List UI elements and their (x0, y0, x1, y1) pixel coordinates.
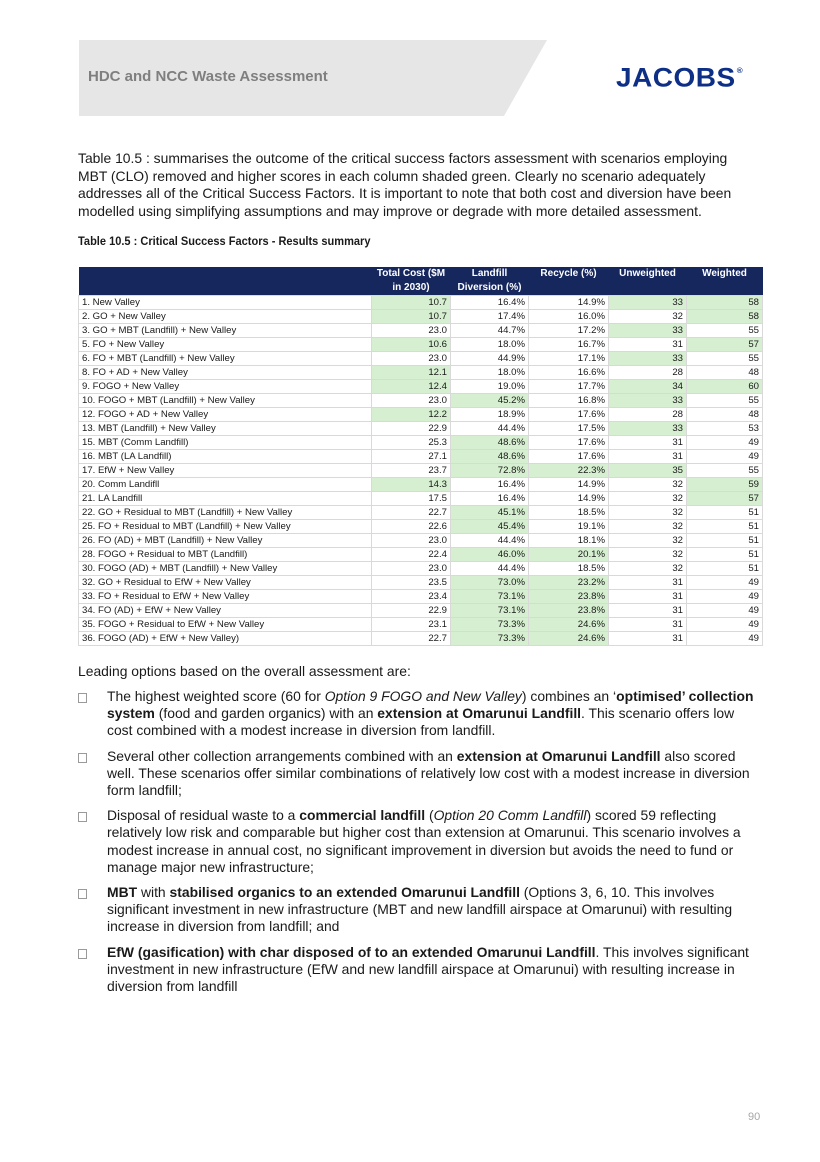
text-run: ( (425, 807, 434, 824)
results-summary-table (78, 267, 763, 646)
cell-landfill-diversion: 44.4% (451, 562, 529, 576)
cell-scenario: 12. FOGO + AD + New Valley (79, 408, 372, 422)
cell-landfill-diversion: 44.4% (451, 422, 529, 436)
cell-recycle: 14.9% (529, 478, 609, 492)
cell-scenario: 32. GO + Residual to EfW + New Valley (79, 576, 372, 590)
cell-unweighted: 28 (609, 408, 687, 422)
intro-paragraph: Table 10.5 : summarises the outcome of the critical success factors assessment with scenarios employing MBT (CLO) removed and higher scores in each column shaded green. Clearly no scenario adequately addresses all of the Critical Success Factors. It is important to note that both cost and diversion have been modelled using simplifying assumptions and may improve or degrade with more detailed assessment. (78, 150, 732, 220)
cell-total-cost: 12.1 (372, 366, 451, 380)
document-title: HDC and NCC Waste Assessment (88, 68, 328, 85)
cell-weighted: 49 (687, 590, 763, 604)
cell-recycle: 17.6% (529, 450, 609, 464)
cell-scenario: 6. FO + MBT (Landfill) + New Valley (79, 352, 372, 366)
cell-landfill-diversion: 45.2% (451, 394, 529, 408)
cell-unweighted: 28 (609, 366, 687, 380)
table-row (79, 394, 763, 408)
cell-recycle: 18.5% (529, 506, 609, 520)
option-bullet-item (78, 748, 758, 800)
leading-options-list (78, 688, 758, 1003)
cell-scenario: 17. EfW + New Valley (79, 464, 372, 478)
cell-scenario: 13. MBT (Landfill) + New Valley (79, 422, 372, 436)
bullet-box-icon (78, 889, 87, 899)
cell-scenario: 10. FOGO + MBT (Landfill) + New Valley (79, 394, 372, 408)
cell-recycle: 17.6% (529, 436, 609, 450)
cell-recycle: 18.1% (529, 534, 609, 548)
cell-total-cost: 23.0 (372, 394, 451, 408)
option-bullet-item (78, 688, 758, 740)
text-run: also scored well. These scenarios offer similar combinations of relatively low cost with a modest increase in diversion form landfill; (107, 747, 750, 799)
cell-scenario: 35. FOGO + Residual to EfW + New Valley (79, 618, 372, 632)
cell-total-cost: 22.6 (372, 520, 451, 534)
bold-text: stabilised organics to an extended Omarunui Landfill (169, 884, 520, 901)
bullet-box-icon (78, 693, 87, 703)
table-row (79, 366, 763, 380)
cell-unweighted: 33 (609, 422, 687, 436)
cell-unweighted: 34 (609, 380, 687, 394)
cell-recycle: 23.2% (529, 576, 609, 590)
cell-recycle: 18.5% (529, 562, 609, 576)
table-row (79, 436, 763, 450)
table-row (79, 422, 763, 436)
cell-recycle: 17.5% (529, 422, 609, 436)
cell-landfill-diversion: 18.9% (451, 408, 529, 422)
cell-unweighted: 33 (609, 352, 687, 366)
table-row (79, 590, 763, 604)
jacobs-logo (616, 63, 743, 93)
table-row (79, 324, 763, 338)
header-scenario (79, 267, 372, 296)
cell-unweighted: 33 (609, 324, 687, 338)
cell-total-cost: 22.7 (372, 632, 451, 646)
italic-text: Option 9 FOGO and New Valley (324, 688, 522, 704)
header-weighted: Weighted (687, 267, 763, 296)
cell-landfill-diversion: 73.3% (451, 632, 529, 646)
cell-weighted: 55 (687, 352, 763, 366)
option-bullet-item (78, 944, 758, 996)
text-run: . This scenario offers low cost combined with a modest increase in diversion from landfill. (107, 705, 735, 739)
cell-recycle: 16.7% (529, 338, 609, 352)
option-bullet-item (78, 807, 758, 876)
cell-scenario: 2. GO + New Valley (79, 310, 372, 324)
cell-total-cost: 23.0 (372, 324, 451, 338)
cell-unweighted: 35 (609, 464, 687, 478)
cell-scenario: 36. FOGO (AD) + EfW + New Valley) (79, 632, 372, 646)
header-landfill-diversion: Landfill Diversion (%) (451, 267, 529, 296)
cell-unweighted: 32 (609, 478, 687, 492)
cell-landfill-diversion: 44.7% (451, 324, 529, 338)
cell-unweighted: 31 (609, 590, 687, 604)
cell-landfill-diversion: 18.0% (451, 366, 529, 380)
logo-registered-mark: ® (736, 66, 744, 76)
table-row (79, 310, 763, 324)
cell-total-cost: 17.5 (372, 492, 451, 506)
cell-weighted: 51 (687, 520, 763, 534)
bold-text: EfW (gasification) with char disposed of to an extended Omarunui Landfill (107, 943, 596, 960)
cell-landfill-diversion: 19.0% (451, 380, 529, 394)
cell-weighted: 48 (687, 366, 763, 380)
cell-scenario: 3. GO + MBT (Landfill) + New Valley (79, 324, 372, 338)
cell-scenario: 16. MBT (LA Landfill) (79, 450, 372, 464)
header-recycle: Recycle (%) (529, 267, 609, 296)
text-run: (food and garden organics) with an (154, 705, 378, 722)
cell-weighted: 55 (687, 324, 763, 338)
cell-recycle: 17.1% (529, 352, 609, 366)
cell-unweighted: 32 (609, 492, 687, 506)
text-run: (Options 3, 6, 10. This involves significant investment in new infrastructure (MBT and new landfill airspace at Omarunui) with resulting increase in diversion from landfill; and (107, 884, 733, 935)
cell-total-cost: 22.4 (372, 548, 451, 562)
cell-weighted: 51 (687, 562, 763, 576)
cell-weighted: 58 (687, 296, 763, 310)
text-run: . This involves significant investment in new infrastructure (EfW and new landfill airspace at Omarunui) with resulting increase in diversion from landfill (107, 943, 749, 995)
cell-total-cost: 12.4 (372, 380, 451, 394)
cell-scenario: 34. FO (AD) + EfW + New Valley (79, 604, 372, 618)
table-row (79, 408, 763, 422)
cell-recycle: 23.8% (529, 590, 609, 604)
cell-scenario: 8. FO + AD + New Valley (79, 366, 372, 380)
cell-total-cost: 22.7 (372, 506, 451, 520)
option-bullet-item (78, 884, 758, 936)
cell-recycle: 16.6% (529, 366, 609, 380)
table-row (79, 618, 763, 632)
cell-landfill-diversion: 16.4% (451, 492, 529, 506)
cell-recycle: 23.8% (529, 604, 609, 618)
cell-weighted: 49 (687, 436, 763, 450)
table-row (79, 296, 763, 310)
cell-unweighted: 32 (609, 562, 687, 576)
cell-scenario: 5. FO + New Valley (79, 338, 372, 352)
cell-landfill-diversion: 73.1% (451, 604, 529, 618)
cell-scenario: 1. New Valley (79, 296, 372, 310)
cell-weighted: 60 (687, 380, 763, 394)
cell-scenario: 30. FOGO (AD) + MBT (Landfill) + New Valley (79, 562, 372, 576)
cell-weighted: 55 (687, 464, 763, 478)
cell-weighted: 49 (687, 632, 763, 646)
cell-scenario: 26. FO (AD) + MBT (Landfill) + New Valley (79, 534, 372, 548)
cell-total-cost: 10.6 (372, 338, 451, 352)
cell-unweighted: 31 (609, 338, 687, 352)
cell-weighted: 55 (687, 394, 763, 408)
cell-total-cost: 10.7 (372, 296, 451, 310)
cell-landfill-diversion: 17.4% (451, 310, 529, 324)
bold-text: optimised’ collection system (107, 688, 754, 722)
cell-landfill-diversion: 16.4% (451, 296, 529, 310)
cell-landfill-diversion: 16.4% (451, 478, 529, 492)
bullet-box-icon (78, 812, 87, 822)
cell-landfill-diversion: 18.0% (451, 338, 529, 352)
italic-text: Option 20 Comm Landfill (433, 807, 587, 824)
cell-unweighted: 31 (609, 576, 687, 590)
bullet-box-icon (78, 949, 87, 959)
table-row (79, 548, 763, 562)
cell-unweighted: 32 (609, 534, 687, 548)
table-row (79, 352, 763, 366)
cell-total-cost: 23.4 (372, 590, 451, 604)
cell-unweighted: 33 (609, 394, 687, 408)
cell-landfill-diversion: 45.1% (451, 506, 529, 520)
cell-weighted: 57 (687, 492, 763, 506)
cell-landfill-diversion: 44.4% (451, 534, 529, 548)
cell-scenario: 33. FO + Residual to EfW + New Valley (79, 590, 372, 604)
table-row (79, 534, 763, 548)
cell-total-cost: 22.9 (372, 604, 451, 618)
table-row (79, 450, 763, 464)
cell-total-cost: 22.9 (372, 422, 451, 436)
cell-recycle: 16.0% (529, 310, 609, 324)
header-unweighted: Unweighted (609, 267, 687, 296)
text-run: The highest weighted score (60 for (107, 688, 325, 704)
bullet-box-icon (78, 753, 87, 763)
cell-recycle: 17.6% (529, 408, 609, 422)
cell-scenario: 21. LA Landfill (79, 492, 372, 506)
cell-landfill-diversion: 48.6% (451, 436, 529, 450)
cell-recycle: 24.6% (529, 618, 609, 632)
text-run: ) scored 59 reflecting relatively low risk and comparable but higher cost than extension at Omarunui. This scenario involves a modest increase in annual cost, no significant improvement in diversion but avoids the need to fund or manage major new infrastructure; (107, 807, 741, 875)
bold-text: commercial landfill (299, 807, 426, 824)
table-row (79, 492, 763, 506)
cell-unweighted: 33 (609, 296, 687, 310)
cell-scenario: 20. Comm Landifll (79, 478, 372, 492)
text-run: with (137, 884, 170, 901)
cell-recycle: 20.1% (529, 548, 609, 562)
table-header-row (79, 267, 763, 296)
cell-unweighted: 31 (609, 632, 687, 646)
bold-text: extension at Omarunui Landfill (456, 747, 661, 764)
cell-recycle: 24.6% (529, 632, 609, 646)
cell-recycle: 14.9% (529, 492, 609, 506)
cell-scenario: 25. FO + Residual to MBT (Landfill) + New Valley (79, 520, 372, 534)
cell-landfill-diversion: 72.8% (451, 464, 529, 478)
cell-total-cost: 23.7 (372, 464, 451, 478)
cell-weighted: 59 (687, 478, 763, 492)
cell-total-cost: 10.7 (372, 310, 451, 324)
cell-weighted: 51 (687, 548, 763, 562)
cell-total-cost: 25.3 (372, 436, 451, 450)
cell-recycle: 19.1% (529, 520, 609, 534)
cell-scenario: 9. FOGO + New Valley (79, 380, 372, 394)
cell-recycle: 22.3% (529, 464, 609, 478)
cell-weighted: 49 (687, 604, 763, 618)
cell-weighted: 58 (687, 310, 763, 324)
table-row (79, 380, 763, 394)
cell-landfill-diversion: 73.3% (451, 618, 529, 632)
cell-landfill-diversion: 73.0% (451, 576, 529, 590)
cell-weighted: 51 (687, 506, 763, 520)
text-run: Disposal of residual waste to a (107, 807, 300, 824)
cell-total-cost: 14.3 (372, 478, 451, 492)
table-caption: Table 10.5 : Critical Success Factors - Results summary (78, 234, 371, 248)
cell-unweighted: 31 (609, 604, 687, 618)
logo-text: JACOBS (616, 62, 736, 93)
cell-unweighted: 31 (609, 618, 687, 632)
cell-total-cost: 23.1 (372, 618, 451, 632)
cell-landfill-diversion: 45.4% (451, 520, 529, 534)
cell-total-cost: 27.1 (372, 450, 451, 464)
cell-weighted: 48 (687, 408, 763, 422)
cell-weighted: 49 (687, 618, 763, 632)
table-row (79, 632, 763, 646)
cell-unweighted: 31 (609, 450, 687, 464)
cell-recycle: 17.7% (529, 380, 609, 394)
cell-landfill-diversion: 73.1% (451, 590, 529, 604)
leading-options-intro: Leading options based on the overall assessment are: (78, 663, 411, 679)
cell-total-cost: 23.0 (372, 352, 451, 366)
cell-total-cost: 23.0 (372, 534, 451, 548)
cell-scenario: 28. FOGO + Residual to MBT (Landfill) (79, 548, 372, 562)
cell-unweighted: 32 (609, 506, 687, 520)
cell-recycle: 14.9% (529, 296, 609, 310)
cell-unweighted: 32 (609, 548, 687, 562)
table-row (79, 338, 763, 352)
cell-weighted: 49 (687, 450, 763, 464)
cell-scenario: 22. GO + Residual to MBT (Landfill) + New Valley (79, 506, 372, 520)
cell-recycle: 17.2% (529, 324, 609, 338)
table-row (79, 478, 763, 492)
bold-text: extension at Omarunui Landfill (377, 705, 582, 722)
text-run: Several other collection arrangements combined with an (107, 747, 457, 764)
cell-recycle: 16.8% (529, 394, 609, 408)
cell-unweighted: 32 (609, 520, 687, 534)
bold-text: MBT (107, 884, 138, 901)
text-run: ) combines an ‘ (521, 688, 617, 704)
header-total-cost: Total Cost ($M in 2030) (372, 267, 451, 296)
table-row (79, 464, 763, 478)
table-row (79, 520, 763, 534)
cell-weighted: 53 (687, 422, 763, 436)
cell-weighted: 57 (687, 338, 763, 352)
cell-total-cost: 23.5 (372, 576, 451, 590)
cell-total-cost: 23.0 (372, 562, 451, 576)
cell-landfill-diversion: 46.0% (451, 548, 529, 562)
cell-unweighted: 32 (609, 310, 687, 324)
table-row (79, 576, 763, 590)
cell-weighted: 49 (687, 576, 763, 590)
cell-landfill-diversion: 48.6% (451, 450, 529, 464)
cell-weighted: 51 (687, 534, 763, 548)
cell-total-cost: 12.2 (372, 408, 451, 422)
cell-unweighted: 31 (609, 436, 687, 450)
table-row (79, 506, 763, 520)
cell-landfill-diversion: 44.9% (451, 352, 529, 366)
cell-scenario: 15. MBT (Comm Landfill) (79, 436, 372, 450)
table-row (79, 604, 763, 618)
table-row (79, 562, 763, 576)
page-number: 90 (748, 1111, 761, 1123)
